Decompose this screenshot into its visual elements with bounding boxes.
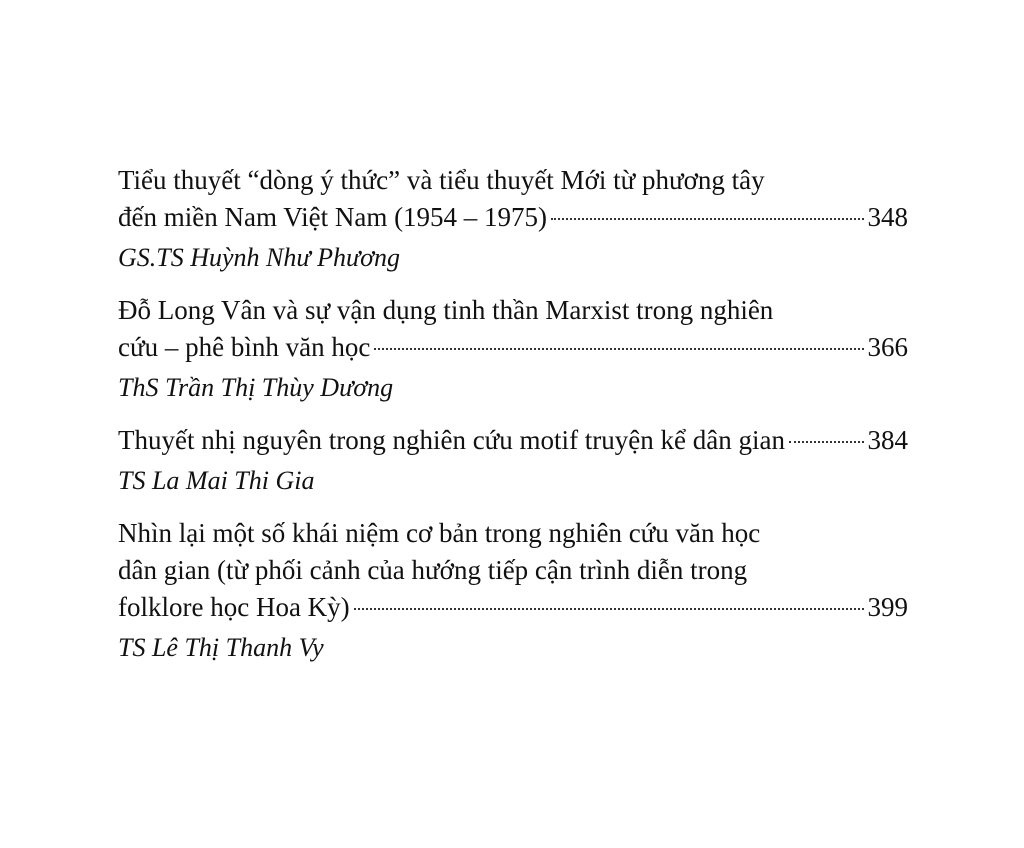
page-number: 366 — [867, 332, 908, 362]
entry-title-last-line — [118, 589, 908, 626]
entry-title-last-line — [118, 329, 908, 366]
entry-author: TS Lê Thị Thanh Vy — [118, 633, 324, 662]
entry-title-text: folklore học Hoa Kỳ) — [118, 592, 350, 622]
entry-title-last-line — [118, 199, 908, 236]
dot-leader — [551, 218, 863, 220]
dot-leader — [789, 441, 864, 443]
entry-title-text: Thuyết nhị nguyên trong nghiên cứu motif truyện kể dân gian — [118, 425, 785, 455]
toc-entry — [118, 515, 908, 666]
entry-title-line: Nhìn lại một số khái niệm cơ bản trong nghiên cứu văn học — [118, 518, 761, 548]
toc-entry — [118, 292, 908, 406]
dot-leader — [374, 348, 863, 350]
entry-author: ThS Trần Thị Thùy Dương — [118, 373, 394, 402]
page-number: 384 — [867, 425, 908, 455]
entry-author: TS La Mai Thi Gia — [118, 466, 315, 495]
dot-leader — [354, 608, 864, 610]
entry-title-last-line — [118, 422, 908, 459]
entry-title-text: đến miền Nam Việt Nam (1954 – 1975) — [118, 202, 548, 232]
toc-entry — [118, 162, 908, 276]
table-of-contents — [118, 162, 908, 682]
entry-title-line: dân gian (từ phối cảnh của hướng tiếp cận trình diễn trong — [118, 555, 748, 585]
entry-author: GS.TS Huỳnh Như Phương — [118, 243, 401, 272]
entry-title-line: Tiểu thuyết “dòng ý thức” và tiểu thuyết Mới từ phương tây — [118, 165, 765, 195]
toc-entry — [118, 422, 908, 499]
entry-title-line: Đỗ Long Vân và sự vận dụng tinh thần Marxist trong nghiên — [118, 295, 774, 325]
page-number: 399 — [867, 592, 908, 622]
entry-title-text: cứu – phê bình văn học — [118, 332, 371, 362]
page-number: 348 — [867, 202, 908, 232]
